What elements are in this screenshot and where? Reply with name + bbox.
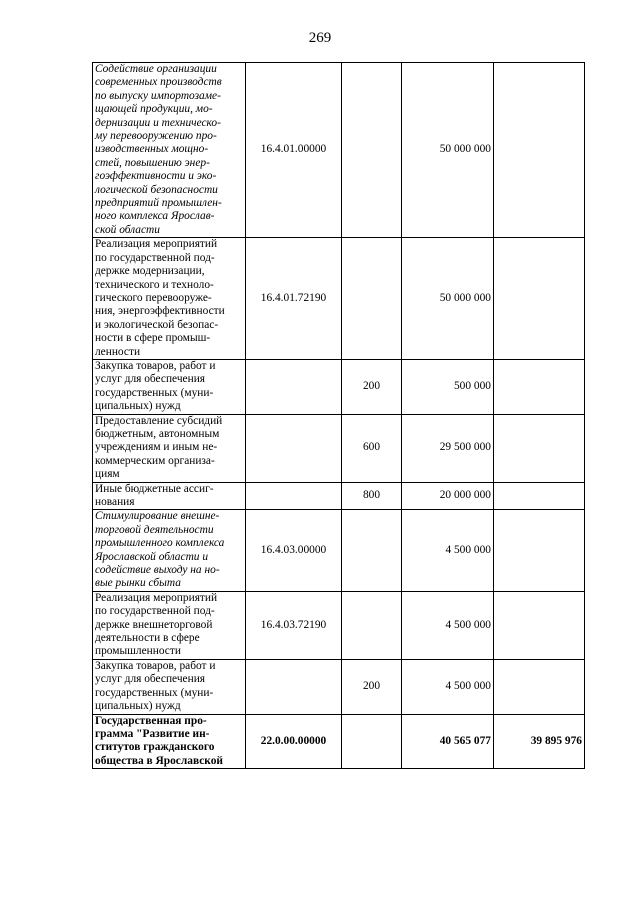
row-name-cell bbox=[93, 359, 246, 414]
row-amount-year2-cell bbox=[494, 359, 585, 414]
row-name-cell bbox=[93, 238, 246, 360]
row-amount-year2-cell bbox=[494, 482, 585, 510]
row-name-cell bbox=[93, 714, 246, 769]
row-name-line: технического и техноло- bbox=[95, 278, 214, 291]
table-row bbox=[93, 714, 585, 769]
row-amount-year2-cell bbox=[494, 414, 585, 482]
row-name-cell bbox=[93, 414, 246, 482]
row-name-line: государственных (муни- bbox=[95, 686, 214, 699]
row-name-line: вые рынки сбыта bbox=[95, 577, 181, 590]
table-row bbox=[93, 238, 585, 360]
row-expense-type-cell bbox=[342, 63, 402, 238]
row-name-line: держке модернизации, bbox=[95, 265, 205, 278]
row-name-line: содействие выходу на но- bbox=[95, 564, 220, 577]
row-name-line: и экологической безопас- bbox=[95, 318, 219, 331]
row-name-line: торговой деятельности bbox=[95, 523, 214, 536]
row-name-line: изводственных мощно- bbox=[95, 143, 209, 156]
budget-table-body bbox=[93, 63, 585, 769]
row-name-line: ного комплекса Ярослав- bbox=[95, 210, 215, 223]
row-amount-year1-cell: 4 500 000 bbox=[402, 659, 494, 714]
row-amount-year1-cell: 29 500 000 bbox=[402, 414, 494, 482]
table-row bbox=[93, 591, 585, 659]
row-name-cell bbox=[93, 510, 246, 591]
row-code-cell: 16.4.01.72190 bbox=[246, 238, 342, 360]
row-amount-year2-cell bbox=[494, 510, 585, 591]
row-name-line: Ярославской области и bbox=[95, 550, 209, 563]
row-amount-year1-cell: 500 000 bbox=[402, 359, 494, 414]
row-code-cell: 22.0.00.00000 bbox=[246, 714, 342, 769]
row-amount-year2-cell: 39 895 976 bbox=[494, 714, 585, 769]
row-amount-year1-cell: 50 000 000 bbox=[402, 63, 494, 238]
row-name-line: коммерческим организа- bbox=[95, 454, 215, 467]
row-name-line: услуг для обеспечения bbox=[95, 673, 206, 686]
row-amount-year2-cell bbox=[494, 63, 585, 238]
row-name-line: учреждениям и иным не- bbox=[95, 441, 218, 454]
row-name-line: Закупка товаров, работ и bbox=[95, 359, 216, 372]
row-name-line: предприятий промышлен- bbox=[95, 197, 222, 210]
row-name-line: логической безопасности bbox=[95, 183, 218, 196]
row-amount-year1-cell: 4 500 000 bbox=[402, 510, 494, 591]
row-amount-year1-cell: 4 500 000 bbox=[402, 591, 494, 659]
row-code-cell bbox=[246, 482, 342, 510]
budget-table bbox=[92, 62, 585, 769]
row-code-cell bbox=[246, 414, 342, 482]
row-name-cell bbox=[93, 482, 246, 510]
row-name-line: гоэффективности и эко- bbox=[95, 170, 217, 183]
row-amount-year2-cell bbox=[494, 591, 585, 659]
row-amount-year1-cell: 50 000 000 bbox=[402, 238, 494, 360]
row-name-line: ститутов гражданского bbox=[95, 741, 215, 754]
row-name-line: Иные бюджетные ассиг- bbox=[95, 482, 214, 495]
row-name-line: му перевооружению про- bbox=[95, 130, 217, 143]
row-expense-type-cell bbox=[342, 510, 402, 591]
row-name-line: ния, энергоэффективности bbox=[95, 305, 225, 318]
row-expense-type-cell bbox=[342, 714, 402, 769]
table-row bbox=[93, 414, 585, 482]
row-name-line: современных производств bbox=[95, 76, 222, 89]
table-row bbox=[93, 510, 585, 591]
table-row bbox=[93, 359, 585, 414]
row-name-line: Стимулирование внешне- bbox=[95, 510, 220, 523]
row-name-line: грамма "Развитие ин- bbox=[95, 727, 210, 740]
row-name-line: дернизации и техническо- bbox=[95, 116, 221, 129]
row-name-line: циям bbox=[95, 468, 120, 481]
row-expense-type-cell bbox=[342, 238, 402, 360]
row-name-line: общества в Ярославской bbox=[95, 754, 223, 767]
row-name-line: Реализация мероприятий bbox=[95, 238, 218, 251]
row-code-cell bbox=[246, 659, 342, 714]
row-name-line: услуг для обеспечения bbox=[95, 373, 206, 386]
table-row bbox=[93, 63, 585, 238]
row-name-line: промышленного комплекса bbox=[95, 537, 225, 550]
table-row bbox=[93, 482, 585, 510]
row-name-cell bbox=[93, 63, 246, 238]
row-expense-type-cell: 200 bbox=[342, 659, 402, 714]
row-name-cell bbox=[93, 659, 246, 714]
row-name-line: гического перевооруже- bbox=[95, 291, 212, 304]
row-name-line: по государственной под- bbox=[95, 605, 215, 618]
page-number: 269 bbox=[308, 30, 332, 46]
row-expense-type-cell: 600 bbox=[342, 414, 402, 482]
row-name-line: держке внешнеторговой bbox=[95, 618, 213, 631]
row-expense-type-cell: 200 bbox=[342, 359, 402, 414]
row-amount-year1-cell: 20 000 000 bbox=[402, 482, 494, 510]
row-name-line: Государственная про- bbox=[95, 714, 207, 727]
row-name-line: ности в сфере промыш- bbox=[95, 332, 211, 345]
row-code-cell bbox=[246, 359, 342, 414]
row-name-line: ципальных) нужд bbox=[95, 700, 181, 713]
table-row bbox=[93, 659, 585, 714]
row-name-line: ленности bbox=[95, 345, 141, 358]
row-expense-type-cell bbox=[342, 591, 402, 659]
row-name-line: щающей продукции, мо- bbox=[95, 103, 213, 116]
row-code-cell: 16.4.03.72190 bbox=[246, 591, 342, 659]
row-name-line: бюджетным, автономным bbox=[95, 427, 220, 440]
row-code-cell: 16.4.01.00000 bbox=[246, 63, 342, 238]
row-name-line: ской области bbox=[95, 223, 160, 236]
row-name-line: промышленности bbox=[95, 645, 181, 658]
row-name-line: по выпуску импортозаме- bbox=[95, 89, 221, 102]
row-name-line: государственных (муни- bbox=[95, 386, 214, 399]
row-name-line: Закупка товаров, работ и bbox=[95, 659, 216, 672]
row-amount-year2-cell bbox=[494, 238, 585, 360]
row-name-line: Содействие организации bbox=[95, 63, 217, 75]
row-code-cell: 16.4.03.00000 bbox=[246, 510, 342, 591]
row-name-line: деятельности в сфере bbox=[95, 632, 200, 645]
row-name-line: стей, повышению энер- bbox=[95, 156, 210, 169]
row-name-line: по государственной под- bbox=[95, 251, 215, 264]
row-expense-type-cell: 800 bbox=[342, 482, 402, 510]
row-name-cell bbox=[93, 591, 246, 659]
row-name-line: ципальных) нужд bbox=[95, 400, 181, 413]
row-amount-year1-cell: 40 565 077 bbox=[402, 714, 494, 769]
row-name-line: Реализация мероприятий bbox=[95, 591, 218, 604]
row-amount-year2-cell bbox=[494, 659, 585, 714]
row-name-line: нования bbox=[95, 496, 135, 508]
row-name-line: Предоставление субсидий bbox=[95, 414, 223, 427]
